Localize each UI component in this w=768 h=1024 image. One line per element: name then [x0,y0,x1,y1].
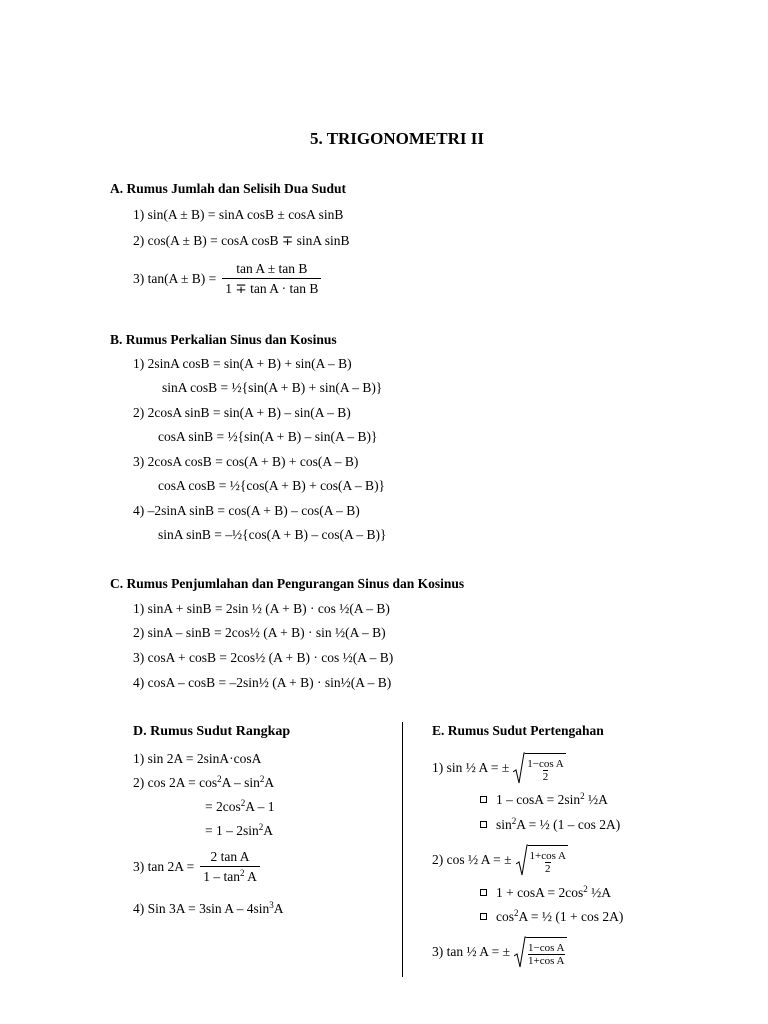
formula-e2-b2-part2: A = ½ (1 + cos 2A) [518,909,624,924]
formula-e2-lhs: 2) cos ½ A = ± [432,852,512,868]
radical-sign-icon [514,936,566,968]
formula-e1-fraction [527,759,563,784]
formula-e1-numerator: 1−cos A [527,757,564,770]
formula-e1 [432,752,566,784]
formula-e2-b2-part1: cos [496,909,514,924]
formula-b4: 4) –2sinA sinB = cos(A + B) – cos(A – B) [133,503,360,518]
superscript: 2 [583,884,588,894]
section-c-heading: C. Rumus Penjumlahan dan Pengurangan Sinus dan Kosinus [110,576,465,591]
superscript: 2 [514,908,519,918]
formula-e3-fraction [528,943,564,968]
formula-c4: 4) cosA – cosB = –2sin½ (A + B) · sin½(A – B) [133,675,392,690]
formula-e1-bullet2 [480,818,620,832]
page-title: 5. TRIGONOMETRI II [310,129,484,148]
section-b-heading: B. Rumus Perkalian Sinus dan Kosinus [110,332,337,347]
formula-d4 [133,902,284,916]
formula-a3-lhs: 3) tan(A ± B) = [133,270,217,286]
formula-e1-denominator: 2 [542,771,549,784]
superscript: 2 [258,822,264,832]
superscript: 2 [511,816,517,826]
formula-e2 [432,844,568,876]
square-bullet-icon [480,913,487,920]
formula-a3 [133,262,321,295]
formula-d3-den-part2: A [244,868,257,884]
formula-e3-radicand [526,937,566,968]
superscript: 2 [239,867,245,878]
formula-d4-part2: A [273,901,284,916]
formula-b1: 1) 2sinA cosB = sin(A + B) + sin(A – B) [133,356,352,371]
formula-d2c [205,824,273,838]
radical-sign-icon [516,844,568,876]
formula-d2c-part2: A [263,823,273,838]
square-bullet-icon [480,796,487,803]
formula-d2-part2: A – sin [221,775,260,790]
superscript: 2 [580,791,585,801]
formula-e1-b1-part1: 1 – cosA = 2sin [496,792,581,807]
formula-d3-den-part1: 1 – tan [203,868,240,884]
formula-d2b-part1: = 2cos [205,799,241,814]
formula-d4-part1: 4) Sin 3A = 3sin A – 4sin [133,901,270,916]
formula-d2-part1: 2) cos 2A = cos [133,775,218,790]
formula-d2b-part2: A – 1 [245,799,275,814]
formula-b2-half: cosA sinB = ½{sin(A + B) – sin(A – B)} [158,429,378,444]
formula-e1-lhs: 1) sin ½ A = ± [432,760,510,776]
formula-a3-numerator: tan A ± tan B [236,261,308,276]
superscript: 2 [259,774,265,784]
formula-d2 [133,776,274,790]
formula-e2-numerator: 1+cos A [529,849,566,862]
formula-d2c-part1: = 1 – 2sin [205,823,259,838]
formula-d2-part3: A [264,775,275,790]
formula-e2-bullet2 [480,910,623,924]
superscript: 2 [240,798,246,808]
formula-d3 [133,850,260,883]
formula-c1: 1) sinA + sinB = 2sin ½ (A + B) · cos ½(A – B) [133,601,390,616]
section-d-heading: D. Rumus Sudut Rangkap [133,724,291,739]
radical-sign-icon [513,752,565,784]
square-bullet-icon [480,821,487,828]
formula-e2-fraction [530,851,566,876]
square-bullet-icon [480,889,487,896]
formula-e1-b2-part1: sin [496,817,512,832]
formula-a1: 1) sin(A ± B) = sinA cosB ± cosA sinB [133,207,344,222]
superscript: 2 [217,774,222,784]
formula-d3-fraction [200,850,260,883]
formula-c2: 2) sinA – sinB = 2cos½ (A + B) · sin ½(A – B) [133,625,386,640]
superscript: 3 [269,900,274,910]
formula-d3-lhs: 3) tan 2A = [133,858,195,874]
formula-b2: 2) 2cosA sinB = sin(A + B) – sin(A – B) [133,405,351,420]
formula-e2-b1-part1: 1 + cosA = 2cos [496,885,584,900]
formula-e2-radicand [528,845,568,876]
formula-e3-denominator: 1+cos A [528,955,565,968]
formula-a3-denominator: 1 ∓ tan A · tan B [222,278,321,296]
formula-e1-b2-part2: A = ½ (1 – cos 2A) [516,817,621,832]
formula-e2-bullet1 [480,886,611,900]
formula-d3-numerator: 2 tan A [210,849,250,864]
formula-b3-half: cosA cosB = ½{cos(A + B) + cos(A – B)} [158,478,386,493]
formula-e3 [432,936,567,968]
formula-b3: 3) 2cosA cosB = cos(A + B) + cos(A – B) [133,454,359,469]
section-a-heading: A. Rumus Jumlah dan Selisih Dua Sudut [110,181,346,196]
formula-b1-half: sinA cosB = ½{sin(A + B) + sin(A – B)} [162,380,383,395]
formula-d1: 1) sin 2A = 2sinA·cosA [133,751,262,766]
formula-a2: 2) cos(A ± B) = cosA cosB ∓ sinA sinB [133,233,350,248]
formula-a3-fraction [222,262,321,295]
column-divider [402,722,403,977]
formula-e1-radicand [525,753,565,784]
formula-e2-b1-part2: ½A [587,885,611,900]
section-e-heading: E. Rumus Sudut Pertengahan [432,723,604,738]
formula-e1-bullet1 [480,793,608,807]
formula-d3-denominator [200,866,260,884]
formula-e2-denominator: 2 [545,863,551,876]
formula-d2b [205,800,275,814]
formula-b4-half: sinA sinB = –½{cos(A + B) – cos(A – B)} [158,527,387,542]
formula-c3: 3) cosA + cosB = 2cos½ (A + B) · cos ½(A – B) [133,650,394,665]
formula-e3-numerator: 1−cos A [528,941,565,954]
formula-e1-b1-part2: ½A [584,792,608,807]
formula-e3-lhs: 3) tan ½ A = ± [432,944,511,960]
